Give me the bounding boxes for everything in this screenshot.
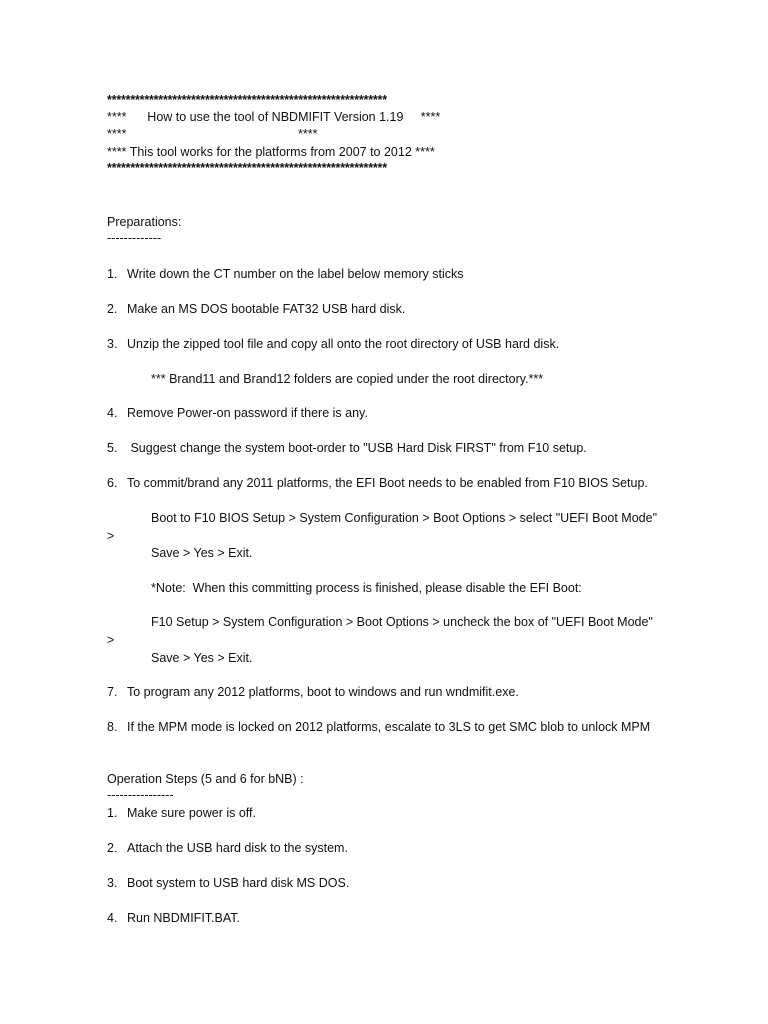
prep-item-5 bbox=[107, 440, 587, 456]
operation-item-2 bbox=[107, 840, 348, 856]
prep-item-6-step-d: Save > Yes > Exit. bbox=[151, 651, 253, 665]
item-number: 3. bbox=[107, 876, 118, 890]
item-number: 2. bbox=[107, 841, 118, 855]
item-number: 2. bbox=[107, 302, 118, 316]
operation-item-3 bbox=[107, 875, 349, 891]
header-blank-left: **** bbox=[107, 127, 127, 141]
item-text: To commit/brand any 2011 platforms, the EFI Boot needs to be enabled from F10 BIOS Setup. bbox=[127, 476, 648, 490]
prep-item-3-note: *** Brand11 and Brand12 folders are copied under the root directory.*** bbox=[151, 372, 544, 386]
operation-item-1 bbox=[107, 805, 256, 821]
item-text: Suggest change the system boot-order to "USB Hard Disk FIRST" from F10 setup. bbox=[127, 441, 587, 455]
prep-item-6-gt-2: > bbox=[107, 633, 115, 647]
operation-item-4 bbox=[107, 910, 240, 926]
prep-item-4 bbox=[107, 405, 368, 421]
item-number: 4. bbox=[107, 406, 118, 420]
item-text: To program any 2012 platforms, boot to windows and run wndmifit.exe. bbox=[127, 685, 519, 699]
header-title: **** How to use the tool of NBDMIFIT Version 1.19 **** bbox=[107, 110, 441, 124]
prep-item-6-step-b: Save > Yes > Exit. bbox=[151, 546, 253, 560]
item-number: 1. bbox=[107, 267, 118, 281]
item-number: 4. bbox=[107, 911, 118, 925]
item-text: Run NBDMIFIT.BAT. bbox=[127, 911, 240, 925]
prep-item-3 bbox=[107, 336, 559, 352]
operation-underline: ---------------- bbox=[107, 788, 174, 802]
header-stars-top: ************************************************************ bbox=[107, 93, 387, 107]
prep-item-6 bbox=[107, 475, 648, 491]
item-number: 1. bbox=[107, 806, 118, 820]
prep-item-6-step-a: Boot to F10 BIOS Setup > System Configuration > Boot Options > select "UEFI Boot Mode" bbox=[151, 511, 658, 525]
prep-item-8 bbox=[107, 719, 650, 735]
prep-item-2 bbox=[107, 301, 405, 317]
item-text: Attach the USB hard disk to the system. bbox=[127, 841, 348, 855]
header-stars-bottom: ************************************************************ bbox=[107, 161, 387, 175]
prep-item-7 bbox=[107, 684, 519, 700]
preparations-heading: Preparations: bbox=[107, 215, 182, 229]
item-text: Write down the CT number on the label below memory sticks bbox=[127, 267, 464, 281]
prep-item-6-gt-1: > bbox=[107, 529, 115, 543]
preparations-underline: ------------- bbox=[107, 231, 162, 245]
header-blank-right: **** bbox=[298, 127, 318, 141]
item-number: 6. bbox=[107, 476, 118, 490]
item-number: 7. bbox=[107, 685, 118, 699]
item-text: Make sure power is off. bbox=[127, 806, 256, 820]
prep-item-6-step-c: F10 Setup > System Configuration > Boot Options > uncheck the box of "UEFI Boot Mode" bbox=[151, 615, 653, 629]
item-text: Remove Power-on password if there is any. bbox=[127, 406, 368, 420]
prep-item-6-note: *Note: When this committing process is finished, please disable the EFI Boot: bbox=[151, 581, 582, 595]
prep-item-1 bbox=[107, 266, 464, 282]
item-text: Boot system to USB hard disk MS DOS. bbox=[127, 876, 350, 890]
item-number: 5. bbox=[107, 441, 118, 455]
item-number: 8. bbox=[107, 720, 118, 734]
item-number: 3. bbox=[107, 337, 118, 351]
item-text: Make an MS DOS bootable FAT32 USB hard disk. bbox=[127, 302, 406, 316]
item-text: If the MPM mode is locked on 2012 platforms, escalate to 3LS to get SMC blob to unlock MPM bbox=[127, 720, 651, 734]
header-scope: **** This tool works for the platforms from 2007 to 2012 **** bbox=[107, 145, 435, 159]
operation-heading: Operation Steps (5 and 6 for bNB) : bbox=[107, 772, 304, 786]
item-text: Unzip the zipped tool file and copy all onto the root directory of USB hard disk. bbox=[127, 337, 560, 351]
